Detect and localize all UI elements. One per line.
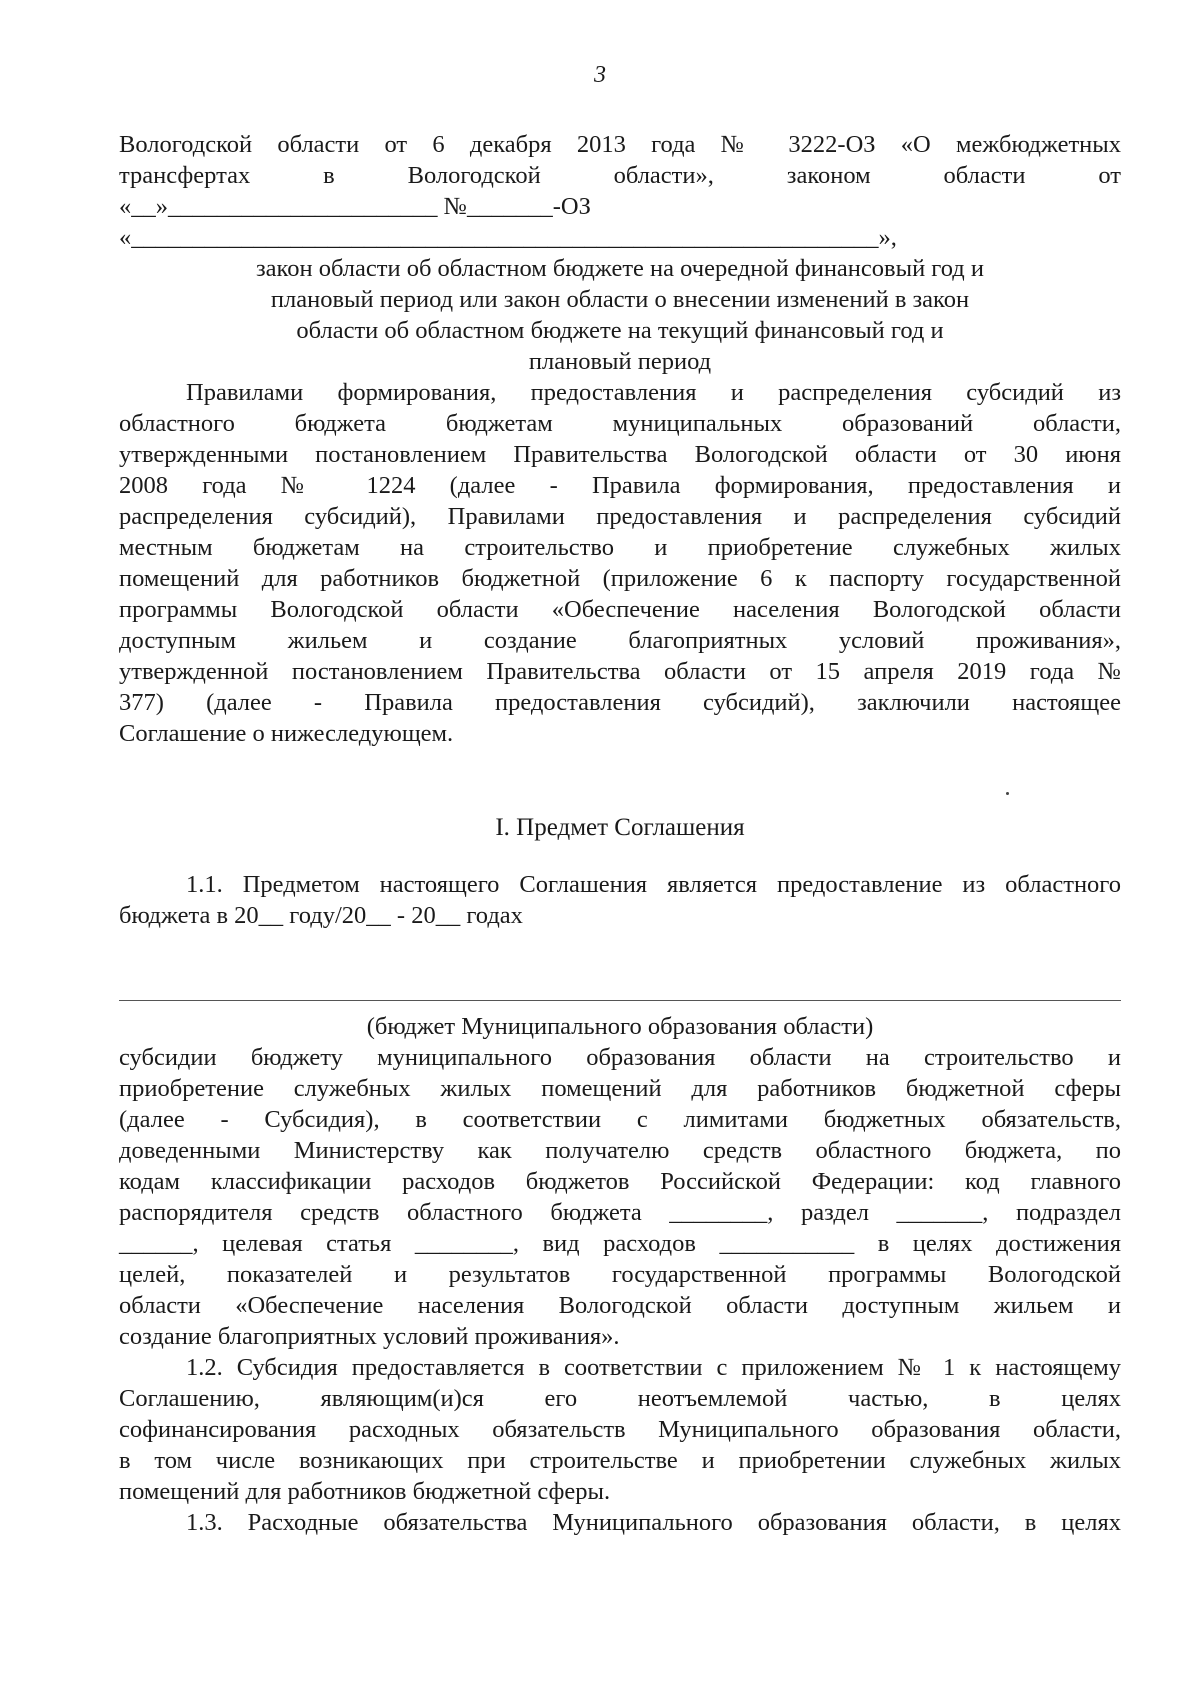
text-line-l13: распределения субсидий), Правилами предоставления и распределения субсидий [119, 503, 1121, 530]
text-line-l17: доступным жильем и создание благоприятных условий проживания», [119, 627, 1121, 654]
text-line-l01: Вологодской области от 6 декабря 2013 года № 3222-ОЗ «О межбюджетных [119, 131, 1121, 158]
text-line-l24: (бюджет Муниципального образования области) [366, 1013, 874, 1040]
text-line-l05: закон области об областном бюджете на очередной финансовый год и [256, 255, 984, 282]
scan-speck [1006, 792, 1009, 795]
text-line-l21: I. Предмет Соглашения [495, 814, 745, 841]
text-line-l16: программы Вологодской области «Обеспечение населения Вологодской области [119, 596, 1121, 623]
text-line-l31: ______, целевая статья ________, вид расходов ___________ в целях достижения [119, 1230, 1121, 1257]
text-line-l23: бюджета в 20__ году/20__ - 20__ годах [119, 902, 523, 929]
budget-name-blank-rule [119, 1000, 1121, 1001]
text-line-l25: субсидии бюджету муниципального образования области на строительство и [119, 1044, 1121, 1071]
text-line-l04: «_____________________________________________________________», [119, 224, 897, 251]
text-line-l15: помещений для работников бюджетной (приложение 6 к паспорту государственной [119, 565, 1121, 592]
text-line-l09: Правилами формирования, предоставления и распределения субсидий из [186, 379, 1121, 406]
text-line-l22: 1.1. Предметом настоящего Соглашения является предоставление из областного [186, 871, 1121, 898]
text-line-l38: в том числе возникающих при строительстве и приобретении служебных жилых [119, 1447, 1121, 1474]
text-line-l30: распорядителя средств областного бюджета ________, раздел _______, подраздел [119, 1199, 1121, 1226]
text-line-l40: 1.3. Расходные обязательства Муниципального образования области, в целях [186, 1509, 1121, 1536]
text-line-l35: 1.2. Субсидия предоставляется в соответствии с приложением № 1 к настоящему [186, 1354, 1121, 1381]
text-line-l19: 377) (далее - Правила предоставления субсидий), заключили настоящее [119, 689, 1121, 716]
text-line-l14: местным бюджетам на строительство и приобретение служебных жилых [119, 534, 1121, 561]
text-line-l18: утвержденной постановлением Правительства области от 15 апреля 2019 года № [119, 658, 1121, 685]
text-line-l29: кодам классификации расходов бюджетов Российской Федерации: код главного [119, 1168, 1121, 1195]
text-line-l10: областного бюджета бюджетам муниципальных образований области, [119, 410, 1121, 437]
text-line-l27: (далее - Субсидия), в соответствии с лимитами бюджетных обязательств, [119, 1106, 1121, 1133]
text-line-l32: целей, показателей и результатов государственной программы Вологодской [119, 1261, 1121, 1288]
page-number: 3 [594, 62, 606, 88]
text-line-l39: помещений для работников бюджетной сферы. [119, 1478, 611, 1505]
text-line-l08: плановый период [528, 348, 712, 375]
text-line-l12: 2008 года № 1224 (далее - Правила формирования, предоставления и [119, 472, 1121, 499]
text-line-l33: области «Обеспечение населения Вологодской области доступным жильем и [119, 1292, 1121, 1319]
text-line-l07: области об областном бюджете на текущий финансовый год и [296, 317, 944, 344]
text-line-l34: создание благоприятных условий проживания». [119, 1323, 620, 1350]
text-line-l03: «__»______________________ №_______-ОЗ [119, 193, 591, 220]
text-line-l11: утвержденными постановлением Правительства Вологодской области от 30 июня [119, 441, 1121, 468]
text-line-l37: софинансирования расходных обязательств Муниципального образования области, [119, 1416, 1121, 1443]
text-line-l06: плановый период или закон области о внесении изменений в закон [270, 286, 970, 313]
text-line-l28: доведенными Министерству как получателю средств областного бюджета, по [119, 1137, 1121, 1164]
text-line-l20: Соглашение о нижеследующем. [119, 720, 454, 747]
text-line-l26: приобретение служебных жилых помещений для работников бюджетной сферы [119, 1075, 1121, 1102]
text-line-l02: трансфертах в Вологодской области», законом области от [119, 162, 1121, 189]
text-line-l36: Соглашению, являющим(и)ся его неотъемлемой частью, в целях [119, 1385, 1121, 1412]
